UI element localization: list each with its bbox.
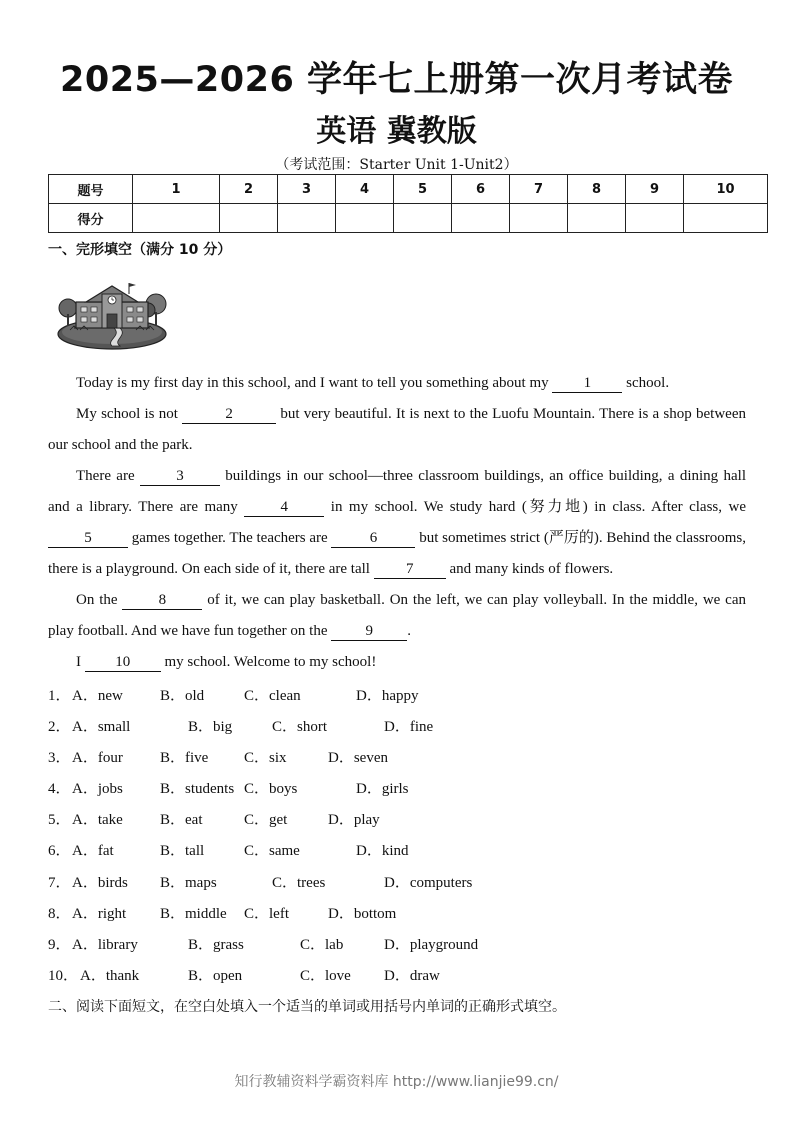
score-table-col: 7: [510, 175, 568, 204]
option-b: B．five: [160, 750, 209, 767]
passage-text: of it, we can play basketball. On the left, we can play volleyball. In the middle, we can play football. And we have fun together on the: [48, 592, 746, 639]
score-table-col: 2: [220, 175, 278, 204]
option-d: D．computers: [384, 874, 473, 891]
passage-text: and many kinds of flowers.: [445, 561, 614, 577]
blank-10: 10: [85, 654, 161, 672]
score-cell: [394, 204, 452, 233]
passage-text: There are: [76, 468, 140, 484]
score-table-row-label: 得分: [49, 204, 133, 233]
section-1-heading: 一、完形填空（满分 10 分）: [48, 242, 232, 258]
passage-text: My school is not: [76, 406, 183, 422]
option-a: A．library: [72, 936, 138, 953]
blank-8: 8: [122, 592, 202, 610]
score-cell: [278, 204, 336, 233]
score-table-col: 6: [452, 175, 510, 204]
option-a: A．fat: [72, 843, 114, 860]
option-d: D．playground: [384, 936, 479, 953]
option-b: B．big: [188, 719, 233, 736]
option-c: C．get: [244, 812, 288, 829]
question-number: 6．: [48, 843, 71, 860]
option-b: B．maps: [160, 874, 217, 891]
blank-5: 5: [48, 530, 128, 548]
passage-paragraph: [48, 368, 746, 399]
score-table-col: 3: [278, 175, 336, 204]
score-cell: [626, 204, 684, 233]
option-d: D．bottom: [328, 905, 397, 922]
question-number: 1．: [48, 688, 71, 704]
option-c: C．left: [244, 905, 289, 922]
score-table-score-row: [49, 204, 768, 233]
option-c: C．boys: [244, 781, 298, 798]
score-cell: [510, 204, 568, 233]
option-a: A．thank: [80, 967, 140, 984]
score-cell: [336, 204, 394, 233]
exam-scope: （考试范围：Starter Unit 1-Unit2）: [275, 157, 518, 173]
option-d: D．fine: [384, 719, 434, 736]
option-d: D．girls: [356, 781, 409, 798]
question-number: 4．: [48, 781, 71, 798]
footer-watermark: 知行教辅资料学霸资料库 http://www.lianjie99.cn/: [234, 1074, 559, 1090]
option-c: C．same: [244, 843, 300, 860]
option-b: B．eat: [160, 812, 203, 829]
option-a: A．take: [72, 812, 123, 829]
score-table-col: 8: [568, 175, 626, 204]
passage-paragraph: [48, 461, 746, 585]
option-d: D．happy: [356, 688, 419, 704]
blank-4: 4: [244, 499, 324, 517]
question-number: 2．: [48, 719, 71, 736]
score-cell: [133, 204, 220, 233]
passage-text: Today is my first day in this school, and I want to tell you something about my: [76, 375, 553, 391]
cloze-passage: [48, 368, 746, 678]
score-table-col: 9: [626, 175, 684, 204]
passage-text: my school. Welcome to my school!: [160, 654, 377, 670]
option-c: C．lab: [300, 936, 344, 953]
passage-text: On the: [76, 592, 123, 608]
passage-text: I: [76, 654, 85, 670]
option-b: B．open: [188, 967, 243, 984]
option-b: B．tall: [160, 843, 205, 860]
option-d: D．kind: [356, 843, 409, 860]
option-b: B．middle: [160, 905, 227, 922]
question-number: 3．: [48, 750, 71, 767]
passage-text: games together. The teachers are: [128, 530, 332, 546]
score-table: [48, 174, 768, 233]
option-a: A．small: [72, 719, 131, 736]
option-b: B．students: [160, 781, 235, 798]
option-a: A．four: [72, 750, 123, 767]
score-table-header-row: [49, 175, 768, 204]
score-cell: [452, 204, 510, 233]
option-c: C．love: [300, 967, 351, 984]
option-a: A．new: [72, 688, 123, 704]
passage-text: school.: [622, 375, 670, 391]
score-table-col: 10: [684, 175, 768, 204]
school-illustration: [56, 280, 168, 352]
option-d: D．play: [328, 812, 380, 829]
option-a: A．jobs: [72, 781, 123, 798]
exam-title: 2025—2026 学年七上册第一次月考试卷: [59, 60, 733, 100]
passage-text: buildings in our school—three classroom buildings, an office building, a dining hall and a library. There are many: [48, 468, 746, 515]
option-c: C．short: [272, 719, 328, 736]
passage-text: in my school. We study hard (努力地) in class. After class, we: [324, 499, 746, 515]
score-table-col: 1: [133, 175, 220, 204]
option-d: D．draw: [384, 967, 440, 984]
score-table-col: 4: [336, 175, 394, 204]
option-c: C．six: [244, 750, 287, 767]
passage-text: but very beautiful. It is next to the Luofu Mountain. There is a shop between our school and the park.: [48, 406, 746, 453]
exam-subtitle: 英语 冀教版: [316, 114, 477, 149]
section-2-heading: 二、阅读下面短文，在空白处填入一个适当的单词或用括号内单词的正确形式填空。: [48, 999, 566, 1015]
question-number: 5．: [48, 812, 71, 829]
option-d: D．seven: [328, 750, 388, 767]
passage-text: but sometimes strict (严厉的). Behind the classrooms, there is a playground. On each side of it, there are tall: [48, 530, 746, 577]
blank-2: 2: [182, 406, 276, 424]
question-number: 10．: [48, 967, 79, 984]
option-c: C．clean: [244, 688, 301, 704]
blank-9: 9: [331, 623, 407, 641]
option-b: B．grass: [188, 936, 244, 953]
option-c: C．trees: [272, 874, 326, 891]
option-b: B．old: [160, 688, 205, 704]
question-number: 8．: [48, 905, 71, 922]
passage-paragraph: [48, 585, 746, 647]
option-a: A．right: [72, 905, 127, 922]
blank-3: 3: [140, 468, 220, 486]
score-table-row-label: 题号: [49, 175, 133, 204]
passage-text: .: [407, 623, 412, 639]
question-number: 7．: [48, 874, 71, 891]
score-table-col: 5: [394, 175, 452, 204]
blank-6: 6: [331, 530, 415, 548]
score-cell: [684, 204, 768, 233]
score-cell: [220, 204, 278, 233]
option-a: A．birds: [72, 874, 128, 891]
passage-paragraph: [48, 399, 746, 461]
passage-paragraph: [48, 647, 746, 678]
blank-7: 7: [374, 561, 446, 579]
question-number: 9．: [48, 936, 71, 953]
score-cell: [568, 204, 626, 233]
blank-1: 1: [552, 375, 622, 393]
